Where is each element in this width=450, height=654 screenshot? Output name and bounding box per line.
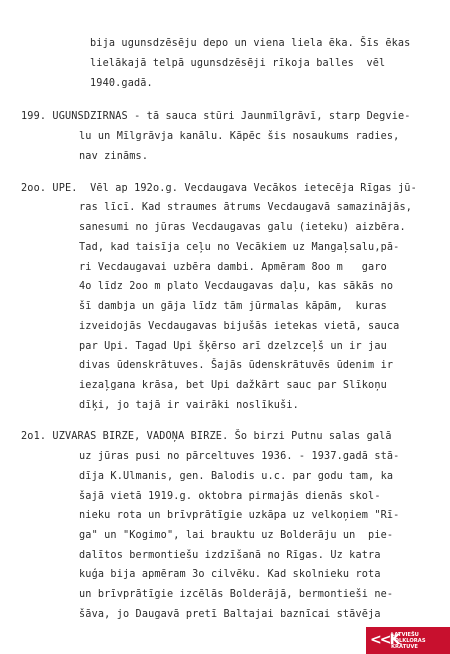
text-line: dīķi, jo tajā ir vairāki noslīkuši.: [79, 400, 299, 411]
text-line: nav zināms.: [79, 151, 149, 162]
text-line: bija ugunsdzēsēju depo un viena liela ēka. Šīs ēkas: [90, 38, 411, 49]
text-line: 4o līdz 2oo m plato Vecdaugavas daļu, kas sākās no: [79, 281, 394, 292]
text-line: 2oo. UPE. Vēl ap 192o.g. Vecdaugava Vecākos ietecēja Rīgas jū-: [21, 183, 417, 194]
text-line: lielākajā telpā ugunsdzēsēji rīkoja balles vēl: [90, 58, 386, 69]
text-line: nieku rota un brīvprātīgie uzkāpa uz velkoņiem "Rī-: [79, 510, 400, 521]
text-line: divas ūdenskrātuves. Šajās ūdenskrātuvēs ūdenim ir: [79, 360, 394, 371]
text-line: šajā vietā 1919.g. oktobra pirmajās dienās skol-: [79, 491, 381, 502]
logo-text: LATVIEŠU FOLKLORAS KRĀTUVE: [391, 632, 426, 650]
text-line: lu un Mīlgrāvja kanālu. Kāpēc šis nosaukums radies,: [79, 131, 400, 142]
text-line: šī dambja un gāja līdz tām jūrmalas kāpām, kuras: [79, 301, 387, 312]
text-line: 1940.gadā.: [90, 78, 153, 89]
text-line: un brīvprātīgie izcēlās Bolderājā, bermontieši ne-: [79, 589, 394, 600]
logo-mark-icon: <<K: [370, 632, 399, 648]
text-line: dalītos bermontiešu izdzīšanā no Rīgas. Uz katra: [79, 550, 381, 561]
text-line: Tad, kad taisīja ceļu no Vecākiem uz Mangaļsalu,pā-: [79, 242, 400, 253]
text-line: uz jūras pusi no pārceltuves 1936. - 1937.gadā stā-: [79, 451, 400, 462]
text-line: ga" un "Kogimo", lai brauktu uz Bolderāju un pie-: [79, 530, 394, 541]
archive-logo: [366, 627, 450, 654]
text-line: sanesumi no jūras Vecdaugavas galu (ieteku) aizbēra.: [79, 222, 406, 233]
text-line: 199. UGUNSDZIRNAS - tā sauca stūri Jaunmīlgrāvī, starp Degvie-: [21, 111, 411, 122]
text-line: 2o1. UZVARAS BIRZE, VADOŅA BIRZE. Šo birzi Putnu salas galā: [21, 431, 392, 442]
text-line: dīja K.Ulmanis, gen. Balodis u.c. par godu tam, ka: [79, 471, 394, 482]
text-line: ri Vecdaugavai uzbēra dambi. Apmēram 8oo m garo: [79, 262, 387, 273]
text-line: izveidojās Vecdaugavas bijušās ietekas vietā, sauca: [79, 321, 400, 332]
text-line: ras līcī. Kad straumes ātrums Vecdaugavā samazinājās,: [79, 202, 413, 213]
text-line: iezaļgana krāsa, bet Upi dažkārt sauc par Slīkoņu: [79, 380, 387, 391]
text-line: šāva, jo Daugavā pretī Baltajai baznīcai stāvēja: [79, 609, 381, 620]
text-line: kuģa bija apmēram 3o cilvēku. Kad skolnieku rota: [79, 569, 381, 580]
text-line: par Upi. Tagad Upi šķērso arī dzelzceļš un ir jau: [79, 341, 387, 352]
